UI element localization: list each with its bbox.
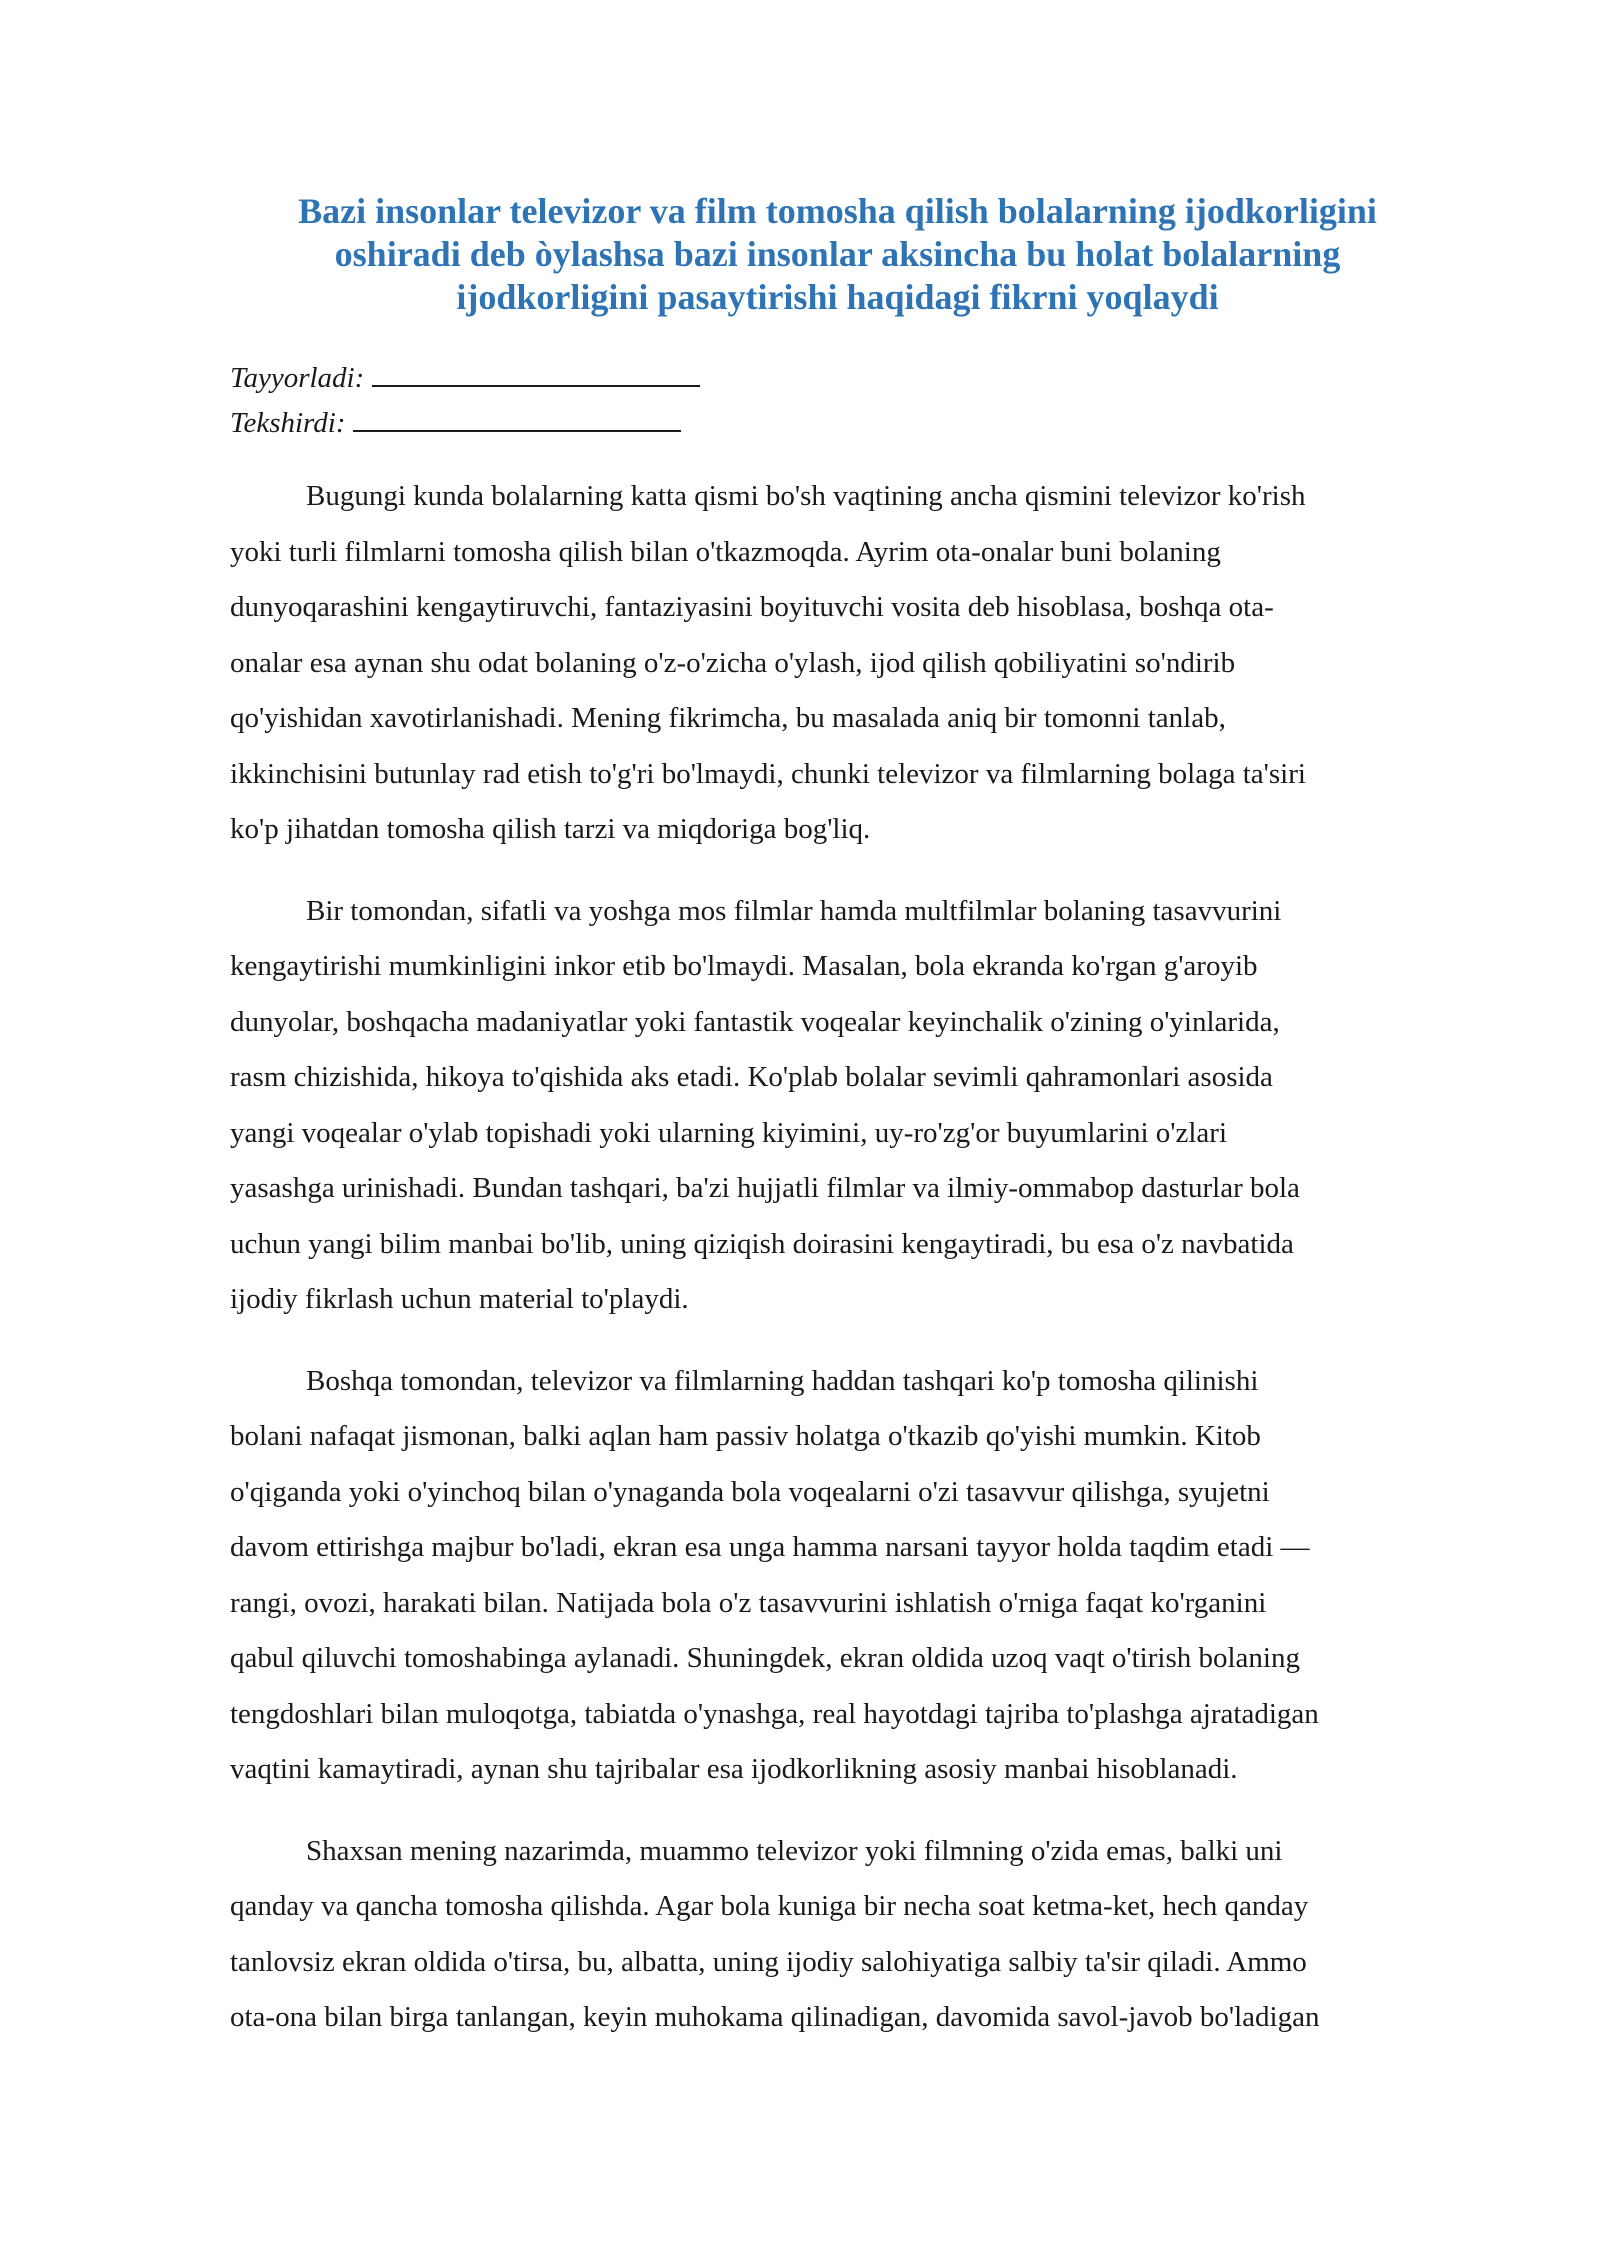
- prepared-by-row: [230, 355, 1445, 400]
- checked-by-blank-line: [353, 400, 681, 432]
- prepared-by-blank-line: [372, 355, 700, 387]
- paragraph: [230, 884, 1445, 1328]
- paragraph-line: Shaxsan mening nazarimda, muammo televizor yoki filmning o'zida emas, balki uni: [306, 1834, 1283, 1867]
- checked-by-row: [230, 400, 1445, 445]
- paragraph-line: Bir tomondan, sifatli va yoshga mos filmlar hamda multfilmlar bolaning tasavvurini: [306, 894, 1282, 927]
- author-block: [230, 355, 1445, 445]
- document-page: [230, 190, 1445, 2072]
- paragraph-line: qo'yishidan xavotirlanishadi. Mening fikrimcha, bu masalada aniq bir tomonni tanlab,: [230, 702, 1226, 734]
- paragraph-line: tanlovsiz ekran oldida o'tirsa, bu, albatta, uning ijodiy salohiyatiga salbiy ta'sir qiladi. Ammo: [230, 1945, 1307, 1978]
- document-title: [230, 190, 1445, 319]
- paragraph-line: rasm chizishida, hikoya to'qishida aks etadi. Ko'plab bolalar sevimli qahramonlari asosida: [230, 1061, 1273, 1093]
- title-line: ijodkorligini pasaytirishi haqidagi fikrni yoqlaydi: [456, 277, 1219, 317]
- paragraph: [230, 469, 1445, 858]
- paragraph-line: yangi voqealar o'ylab topishadi yoki ularning kiyimini, uy-ro'zg'or buyumlarini o'zlari: [230, 1116, 1228, 1149]
- checked-by-label: Tekshirdi:: [230, 407, 346, 439]
- paragraph-line: Boshqa tomondan, televizor va filmlarning haddan tashqari ko'p tomosha qilinishi: [306, 1364, 1259, 1397]
- title-line: Bazi insonlar televizor va film tomosha qilish bolalarning ijodkorligini: [298, 191, 1377, 231]
- paragraph-line: uchun yangi bilim manbai bo'lib, uning qiziqish doirasini kengaytiradi, bu esa o'z navbatida: [230, 1227, 1294, 1260]
- title-line: oshiradi deb òylashsa bazi insonlar aksincha bu holat bolalarning: [334, 234, 1341, 274]
- paragraph-line: yasashga urinishadi. Bundan tashqari, ba'zi hujjatli filmlar va ilmiy-ommabop dasturlar bola: [230, 1172, 1300, 1204]
- paragraph-line: davom ettirishga majbur bo'ladi, ekran esa unga hamma narsani tayyor holda taqdim etadi —: [230, 1531, 1310, 1563]
- paragraph-line: Bugungi kunda bolalarning katta qismi bo'sh vaqtining ancha qismini televizor ko'rish: [306, 480, 1306, 512]
- paragraph-line: yoki turli filmlarni tomosha qilish bilan o'tkazmoqda. Ayrim ota-onalar buni bolaning: [230, 535, 1221, 568]
- paragraph-line: qanday va qancha tomosha qilishda. Agar bola kuniga bir necha soat ketma-ket, hech qanday: [230, 1890, 1309, 1922]
- paragraph-line: ko'p jihatdan tomosha qilish tarzi va miqdoriga bog'liq.: [230, 813, 871, 845]
- paragraph: [230, 1824, 1445, 2046]
- paragraph-line: dunyolar, boshqacha madaniyatlar yoki fantastik voqealar keyinchalik o'zining o'yinlarida,: [230, 1005, 1280, 1038]
- paragraph-line: kengaytirishi mumkinligini inkor etib bo'lmaydi. Masalan, bola ekranda ko'rgan g'aroyib: [230, 950, 1258, 982]
- paragraph: [230, 1354, 1445, 1798]
- paragraph-line: onalar esa aynan shu odat bolaning o'z-o'zicha o'ylash, ijod qilish qobiliyatini so'ndirib: [230, 646, 1236, 679]
- paragraph-line: ijodiy fikrlash uchun material to'playdi.: [230, 1283, 689, 1315]
- essay-body: [230, 469, 1445, 2046]
- prepared-by-label: Tayyorladi:: [230, 362, 365, 394]
- paragraph-line: ikkinchisini butunlay rad etish to'g'ri bo'lmaydi, chunki televizor va filmlarning bolaga ta'siri: [230, 757, 1306, 790]
- paragraph-line: tengdoshlari bilan muloqotga, tabiatda o'ynashga, real hayotdagi tajriba to'plashga ajratadigan: [230, 1697, 1319, 1730]
- paragraph-line: ota-ona bilan birga tanlangan, keyin muhokama qilinadigan, davomida savol-javob bo'ladigan: [230, 2001, 1320, 2033]
- paragraph-line: bolani nafaqat jismonan, balki aqlan ham passiv holatga o'tkazib qo'yishi mumkin. Kitob: [230, 1420, 1261, 1452]
- paragraph-line: qabul qiluvchi tomoshabinga aylanadi. Shuningdek, ekran oldida uzoq vaqt o'tirish bolaning: [230, 1642, 1300, 1674]
- paragraph-line: dunyoqarashini kengaytiruvchi, fantaziyasini boyituvchi vosita deb hisoblasa, boshqa ota-: [230, 591, 1274, 623]
- paragraph-line: o'qiganda yoki o'yinchoq bilan o'ynaganda bola voqealarni o'zi tasavvur qilishga, syujetni: [230, 1475, 1270, 1508]
- paragraph-line: rangi, ovozi, harakati bilan. Natijada bola o'z tasavvurini ishlatish o'rniga faqat ko'rganini: [230, 1586, 1267, 1619]
- paragraph-line: vaqtini kamaytiradi, aynan shu tajribalar esa ijodkorlikning asosiy manbai hisoblanadi.: [230, 1753, 1238, 1785]
